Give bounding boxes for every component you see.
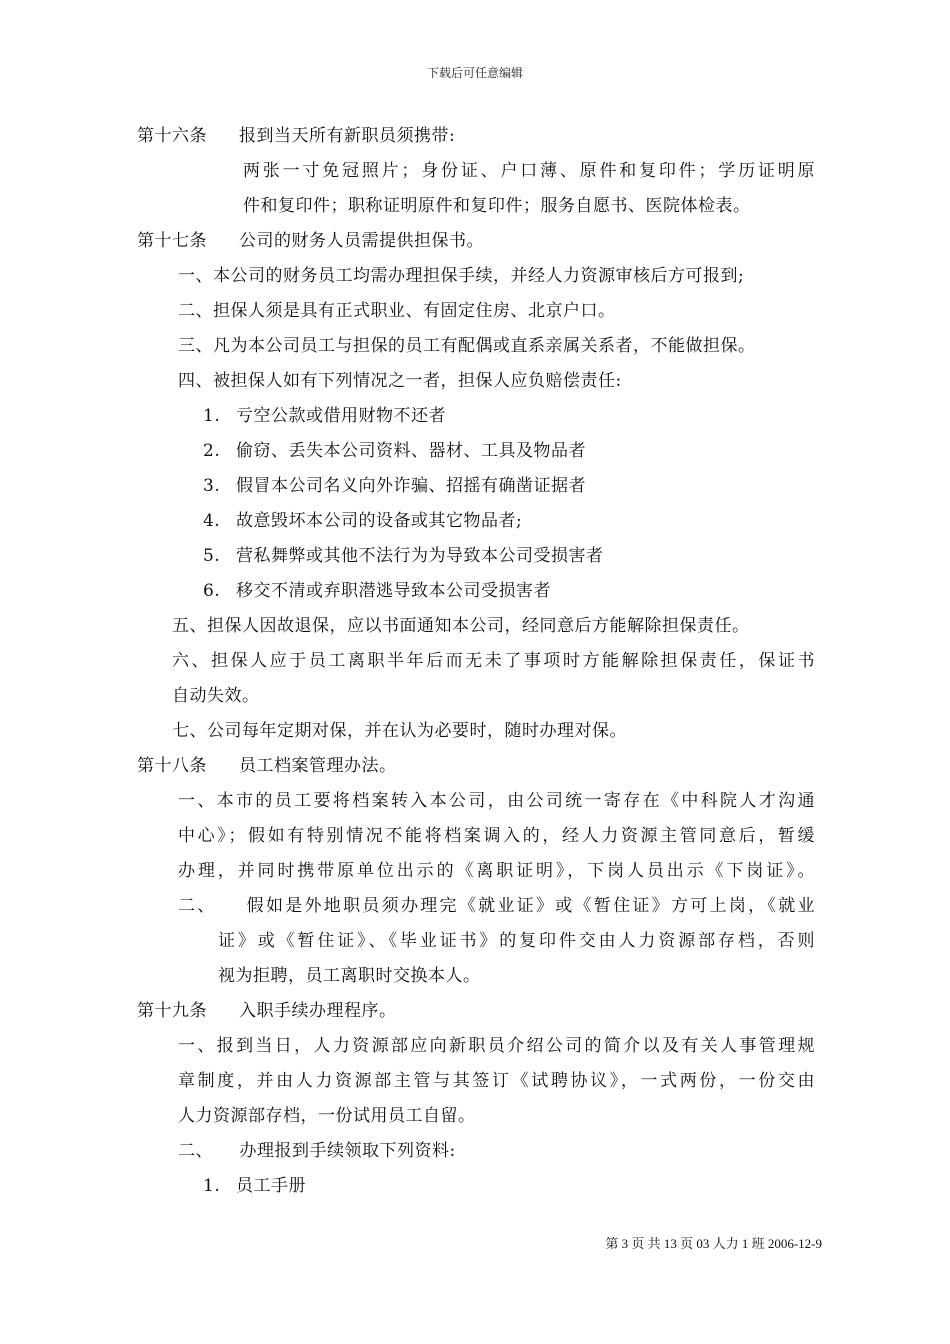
clause-6-cont: 自动失效。 [172, 686, 260, 706]
list-item: 2. 偷窃、丢失本公司资料、器材、工具及物品者 [203, 441, 586, 461]
list-item: 6. 移交不清或弃职潜逃导致本公司受损害者 [203, 581, 551, 601]
clause-2: 二、担保人须是具有正式职业、有固定住房、北京户口。 [178, 301, 616, 321]
clause-1: 一、本公司的财务员工均需办理担保手续，并经人力资源审核后方可报到; [178, 266, 745, 286]
article-number: 第十九条 [137, 1001, 207, 1021]
paragraph-line: 人力资源部存档，一份试用员工自留。 [178, 1106, 476, 1126]
paragraph-line: 证》或《暂住证》、《毕业证书》的复印件交由人力资源部存档，否则 [218, 931, 815, 951]
paragraph-line: 一、报到当日，人力资源部应向新职员介绍公司的简介以及有关人事管理规 [178, 1036, 815, 1056]
page-footer: 第 3 页 共 13 页 03 人力 1 班 2006-12-9 [605, 1236, 822, 1251]
page-header: 下载后可任意编辑 [426, 66, 523, 80]
clause-4: 四、被担保人如有下列情况之一者，担保人应负赔偿责任: [178, 371, 622, 391]
clause-6: 六、担保人应于员工离职半年后而无未了事项时方能解除担保责任，保证书 [172, 651, 815, 671]
article-title: 公司的财务人员需提供担保书。 [239, 231, 484, 251]
article-title: 报到当天所有新职员须携带: [239, 126, 456, 146]
list-item: 3. 假冒本公司名义向外诈骗、招摇有确凿证据者 [203, 476, 586, 496]
paragraph-line: 二、 假如是外地职员须办理完《就业证》或《暂住证》方可上岗，《就业 [178, 896, 815, 916]
paragraph-line: 视为拒聘，员工离职时交换本人。 [218, 966, 481, 986]
article-number: 第十七条 [137, 231, 207, 251]
paragraph-line: 二、 办理报到手续领取下列资料: [178, 1141, 456, 1161]
article-19-heading [137, 999, 397, 1023]
article-number: 第十八条 [137, 756, 207, 776]
clause-3: 三、凡为本公司员工与担保的员工有配偶或直系亲属关系者，不能做担保。 [178, 336, 756, 356]
paragraph-line: 一、本市的员工要将档案转入本公司，由公司统一寄存在《中科院人才沟通 [178, 791, 815, 811]
article-18-heading [137, 754, 397, 778]
clause-5: 五、担保人因故退保，应以书面通知本公司，经同意后方能解除担保责任。 [172, 616, 750, 636]
paragraph-line: 章制度，并由人力资源部主管与其签订《试聘协议》，一式两份，一份交由 [178, 1071, 815, 1091]
list-item: 1. 员工手册 [203, 1176, 306, 1196]
list-item: 1. 亏空公款或借用财物不还者 [203, 406, 446, 426]
article-title: 入职手续办理程序。 [239, 1001, 397, 1021]
article-title: 员工档案管理办法。 [239, 756, 397, 776]
article-17-heading [137, 229, 484, 253]
paragraph-line: 办理，并同时携带原单位出示的《离职证明》，下岗人员出示《下岗证》。 [178, 861, 815, 881]
list-item: 4. 故意毁坏本公司的设备或其它物品者; [203, 511, 523, 531]
paragraph-line: 中心》；假如有特别情况不能将档案调入的，经人力资源主管同意后，暂缓 [178, 826, 815, 846]
list-item: 5. 营私舞弊或其他不法行为为导致本公司受损害者 [203, 546, 604, 566]
article-16-heading [137, 124, 455, 148]
article-number: 第十六条 [137, 126, 207, 146]
paragraph-line: 件和复印件；职称证明原件和复印件；服务自愿书、医院体检表。 [243, 196, 751, 216]
clause-7: 七、公司每年定期对保，并在认为必要时，随时办理对保。 [172, 721, 627, 741]
paragraph-line: 两张一寸免冠照片；身份证、户口薄、原件和复印件；学历证明原 [243, 161, 815, 181]
